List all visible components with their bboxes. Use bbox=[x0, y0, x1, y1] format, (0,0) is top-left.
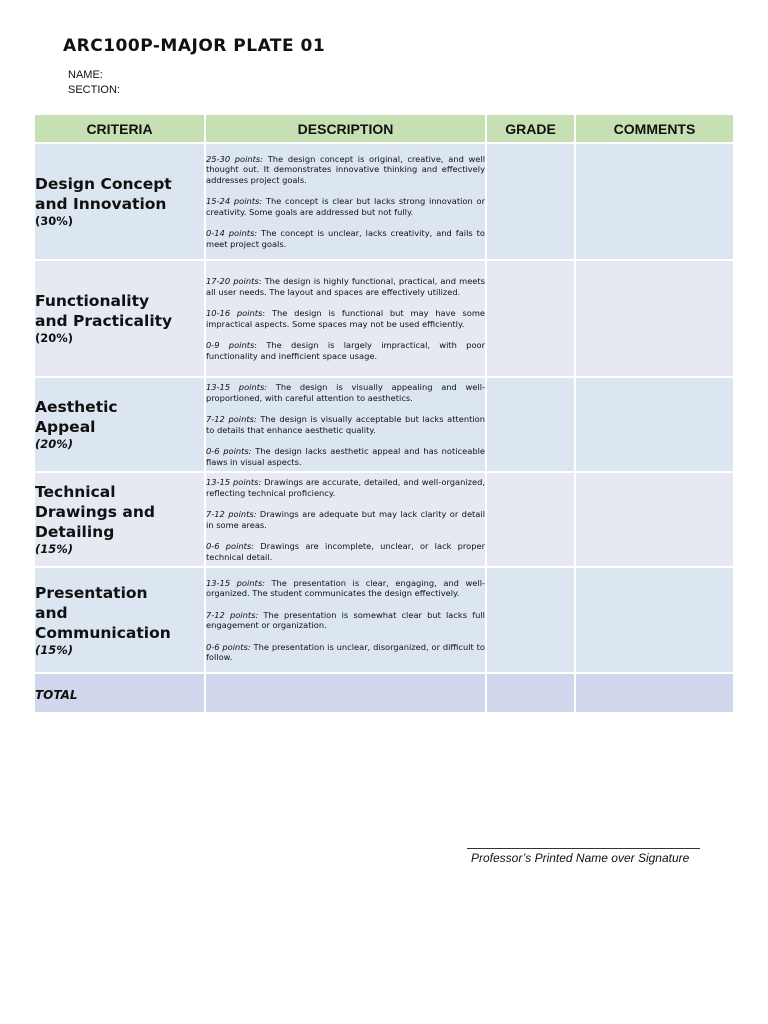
level-text: : The design is highly functional, practical, and meets all user needs. The layout and spaces are effectively utilized. bbox=[206, 276, 485, 297]
level-text: Drawings are adequate but may lack clarity or detail in some areas. bbox=[206, 509, 485, 530]
level-description bbox=[206, 414, 485, 435]
criteria-name-line: Technical bbox=[35, 483, 116, 501]
level-description bbox=[206, 610, 485, 631]
points-range: 0-6 points: bbox=[206, 541, 255, 551]
comments-cell[interactable] bbox=[575, 567, 733, 673]
level-text: : The design is functional but may have some impractical aspects. Some spaces may not be used efficiently. bbox=[206, 308, 486, 329]
level-description bbox=[206, 578, 485, 599]
criteria-name-line: and Innovation bbox=[35, 195, 167, 213]
level-text: The presentation is somewhat clear but lacks full engagement or organization. bbox=[206, 609, 485, 630]
table-row bbox=[35, 567, 733, 673]
criteria-name-line: Aesthetic bbox=[35, 398, 118, 416]
description-cell bbox=[205, 143, 486, 260]
total-row bbox=[35, 673, 733, 713]
total-label: TOTAL bbox=[35, 687, 78, 702]
level-description bbox=[206, 276, 485, 297]
points-range: 0-6 points: bbox=[206, 446, 252, 456]
level-description bbox=[206, 382, 485, 403]
level-text: The concept is clear but lacks strong innovation or creativity. Some goals are addressed but not fully. bbox=[206, 196, 485, 217]
level-description bbox=[206, 228, 485, 249]
total-grade-cell[interactable] bbox=[486, 673, 575, 713]
criteria-cell bbox=[35, 260, 205, 377]
table-row bbox=[35, 472, 733, 567]
level-description bbox=[206, 154, 485, 186]
table-row bbox=[35, 377, 733, 472]
points-range: 10-16 points bbox=[206, 308, 263, 318]
points-range: 25-30 points: bbox=[206, 153, 264, 164]
level-description bbox=[206, 446, 485, 467]
rubric-table bbox=[35, 115, 733, 714]
level-text: Drawings are incomplete, unclear, or lack proper technical detail. bbox=[206, 541, 486, 562]
comments-cell[interactable] bbox=[575, 260, 733, 377]
level-text: The design is visually appealing and well-proportioned, with careful attention to aesthetics. bbox=[206, 382, 485, 403]
criteria-cell bbox=[35, 143, 205, 260]
grade-cell[interactable] bbox=[486, 377, 575, 472]
criteria-weight: (20%) bbox=[35, 331, 74, 345]
description-cell bbox=[205, 472, 486, 567]
criteria-cell bbox=[35, 567, 205, 673]
level-text: The design concept is original, creative, and well thought out. It demonstrates innovative thinking and effectively addresses project goals. bbox=[206, 153, 485, 185]
header-criteria: CRITERIA bbox=[35, 115, 205, 143]
section-label: SECTION: bbox=[68, 84, 120, 96]
points-range: 7-12 points: bbox=[206, 414, 257, 424]
points-range: 7-12 points: bbox=[206, 509, 257, 519]
grade-cell[interactable] bbox=[486, 472, 575, 567]
header-row bbox=[35, 115, 733, 143]
comments-cell[interactable] bbox=[575, 472, 733, 567]
criteria-name-line: Communication bbox=[35, 623, 171, 642]
criteria-weight: (15%) bbox=[35, 542, 74, 556]
header-description: DESCRIPTION bbox=[205, 115, 486, 143]
level-description bbox=[206, 509, 485, 530]
level-description bbox=[206, 642, 485, 663]
points-range: 13-15 points: bbox=[206, 577, 265, 588]
signature-line bbox=[467, 848, 700, 849]
level-description bbox=[206, 477, 485, 498]
document-title: ARC100P-MAJOR PLATE 01 bbox=[63, 36, 326, 56]
comments-cell[interactable] bbox=[575, 143, 733, 260]
points-range: 13-15 points: bbox=[206, 477, 262, 487]
criteria-weight: (15%) bbox=[35, 642, 74, 657]
total-description-cell bbox=[205, 673, 486, 713]
criteria-name-line: and bbox=[35, 603, 68, 622]
level-text: The concept is unclear, lacks creativity, and fails to meet project goals. bbox=[206, 228, 485, 249]
level-description bbox=[206, 541, 485, 562]
criteria-name-line: Presentation bbox=[35, 583, 148, 602]
criteria-weight: (20%) bbox=[35, 437, 74, 451]
description-cell bbox=[205, 377, 486, 472]
grade-cell[interactable] bbox=[486, 143, 575, 260]
points-range: 15-24 points: bbox=[206, 196, 263, 207]
level-text: The presentation is clear, engaging, and well-organized. The student communicates the design effectively. bbox=[206, 577, 485, 598]
criteria-name-line: Drawings and bbox=[35, 503, 155, 521]
signature-caption: Professor’s Printed Name over Signature bbox=[471, 851, 690, 865]
points-range: 13-15 points: bbox=[206, 382, 268, 392]
criteria-cell bbox=[35, 377, 205, 472]
total-label-cell bbox=[35, 673, 205, 713]
level-text: The presentation is unclear, disorganized, or difficult to follow. bbox=[206, 641, 485, 662]
level-text: Drawings are accurate, detailed, and well-organized, reflecting technical proficiency. bbox=[206, 477, 485, 498]
points-range: 7-12 points: bbox=[206, 609, 259, 620]
table-row bbox=[35, 143, 733, 260]
level-text: : The design is largely impractical, with poor functionality and inefficient space usage. bbox=[206, 340, 486, 361]
total-comments-cell[interactable] bbox=[575, 673, 733, 713]
points-range: 0-6 points: bbox=[206, 641, 251, 652]
description-cell bbox=[205, 567, 486, 673]
criteria-weight: (30%) bbox=[35, 214, 74, 228]
points-range: 0-9 points bbox=[206, 340, 255, 350]
description-cell bbox=[205, 260, 486, 377]
criteria-name-line: Functionality bbox=[35, 292, 150, 310]
header-grade: GRADE bbox=[486, 115, 575, 143]
criteria-name-line: Detailing bbox=[35, 523, 115, 541]
level-text: The design lacks aesthetic appeal and has noticeable flaws in visual aspects. bbox=[206, 446, 485, 467]
grade-cell[interactable] bbox=[486, 260, 575, 377]
criteria-cell bbox=[35, 472, 205, 567]
header-comments: COMMENTS bbox=[575, 115, 733, 143]
criteria-name-line: and Practicality bbox=[35, 312, 173, 330]
criteria-name-line: Appeal bbox=[35, 418, 96, 436]
comments-cell[interactable] bbox=[575, 377, 733, 472]
points-range: 17-20 points bbox=[206, 276, 259, 286]
level-description bbox=[206, 308, 485, 329]
points-range: 0-14 points: bbox=[206, 228, 258, 239]
level-description bbox=[206, 340, 485, 361]
level-text: The design is visually acceptable but lacks attention to details that enhance aesthetic quality. bbox=[206, 414, 485, 435]
level-description bbox=[206, 196, 485, 217]
name-label: NAME: bbox=[68, 69, 103, 81]
criteria-name-line: Design Concept bbox=[35, 175, 172, 193]
grade-cell[interactable] bbox=[486, 567, 575, 673]
table-row bbox=[35, 260, 733, 377]
